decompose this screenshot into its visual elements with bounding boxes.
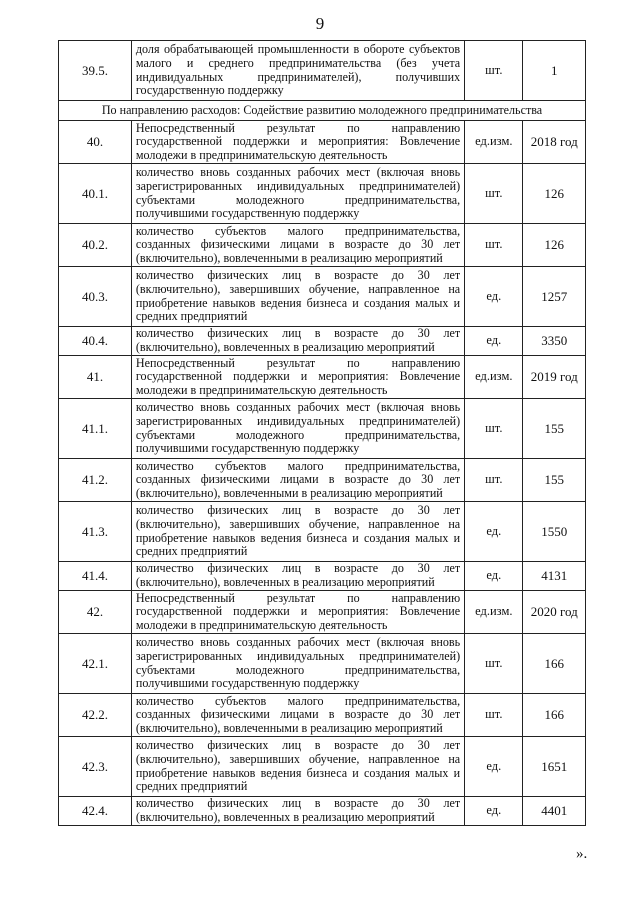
indicator-name: количество вновь созданных рабочих мест (включая вновь зарегистрированных индивидуальных предпринимателей) субъектами молодежного предпринимательства, получившими государственную поддержку <box>131 634 464 694</box>
table-row <box>59 562 586 591</box>
page-number: 9 <box>315 14 325 33</box>
value-cell: 1257 <box>523 267 586 327</box>
table-row <box>59 459 586 502</box>
unit-cell: шт. <box>465 224 523 267</box>
indicator-name: количество физических лиц в возрасте до 30 лет (включительно), вовлеченных в реализацию мероприятий <box>131 797 464 826</box>
value-cell: 4401 <box>523 797 586 826</box>
indicators-table <box>58 40 586 826</box>
row-number: 42.2. <box>59 694 132 737</box>
row-number: 40. <box>59 121 132 164</box>
value-cell: 2019 год <box>523 356 586 399</box>
indicator-name: количество физических лиц в возрасте до 30 лет (включительно), завершивших обучение, направленное на приобретение навыков ведения бизнеса и создания малых и средних предприятий <box>131 267 464 327</box>
row-number: 41.4. <box>59 562 132 591</box>
table-row <box>59 694 586 737</box>
section-heading: По направлению расходов: Содействие развитию молодежного предпринимательства <box>59 101 586 121</box>
row-number: 42.3. <box>59 737 132 797</box>
indicator-name: количество субъектов малого предпринимательства, созданных физическими лицами в возрасте до 30 лет (включительно), вовлеченными в реализацию мероприятий <box>131 224 464 267</box>
indicator-name: количество физических лиц в возрасте до 30 лет (включительно), вовлеченных в реализацию мероприятий <box>131 562 464 591</box>
value-cell: 166 <box>523 694 586 737</box>
unit-cell: шт. <box>465 164 523 224</box>
unit-cell: ед. <box>465 502 523 562</box>
value-cell: 155 <box>523 399 586 459</box>
row-number: 42.1. <box>59 634 132 694</box>
table-row <box>59 267 586 327</box>
row-number: 40.1. <box>59 164 132 224</box>
row-number: 42. <box>59 591 132 634</box>
unit-cell: шт. <box>465 41 523 101</box>
indicator-name: количество субъектов малого предпринимательства, созданных физическими лицами в возрасте до 30 лет (включительно), вовлеченными в реализацию мероприятий <box>131 694 464 737</box>
closing-quote-mark: ». <box>576 846 588 862</box>
value-cell: 4131 <box>523 562 586 591</box>
table-row <box>59 737 586 797</box>
unit-cell: шт. <box>465 399 523 459</box>
table-row <box>59 502 586 562</box>
indicator-name: количество физических лиц в возрасте до 30 лет (включительно), завершивших обучение, направленное на приобретение навыков ведения бизнеса и создания малых и средних предприятий <box>131 737 464 797</box>
table-row <box>59 356 586 399</box>
value-cell: 1651 <box>523 737 586 797</box>
table-row <box>59 634 586 694</box>
unit-cell: ед. <box>465 327 523 356</box>
table-row <box>59 797 586 826</box>
table-row <box>59 164 586 224</box>
row-number: 40.3. <box>59 267 132 327</box>
indicator-name: количество вновь созданных рабочих мест (включая вновь зарегистрированных индивидуальных предпринимателей) субъектами молодежного предпринимательства, получившими государственную поддержку <box>131 164 464 224</box>
row-number: 41. <box>59 356 132 399</box>
indicators-table-body <box>59 41 586 826</box>
indicator-name: доля обрабатывающей промышленности в обороте субъектов малого и среднего предпринимательства (без учета индивидуальных предпринимателей), получивших государственную поддержку <box>131 41 464 101</box>
unit-cell: ед. <box>465 267 523 327</box>
indicator-name: Непосредственный результат по направлению государственной поддержки и мероприятия: Вовлечение молодежи в предпринимательскую деятельность <box>131 591 464 634</box>
row-number: 42.4. <box>59 797 132 826</box>
table-row <box>59 591 586 634</box>
unit-cell: ед.изм. <box>465 591 523 634</box>
row-number: 41.3. <box>59 502 132 562</box>
indicator-name: количество вновь созданных рабочих мест (включая вновь зарегистрированных индивидуальных предпринимателей) субъектами молодежного предпринимательства, получившими государственную поддержку <box>131 399 464 459</box>
value-cell: 126 <box>523 224 586 267</box>
unit-cell: шт. <box>465 694 523 737</box>
unit-cell: ед. <box>465 797 523 826</box>
indicator-name: количество физических лиц в возрасте до 30 лет (включительно), завершивших обучение, направленное на приобретение навыков ведения бизнеса и создания малых и средних предприятий <box>131 502 464 562</box>
row-number: 39.5. <box>59 41 132 101</box>
row-number: 40.2. <box>59 224 132 267</box>
indicator-name: количество физических лиц в возрасте до 30 лет (включительно), вовлеченных в реализацию мероприятий <box>131 327 464 356</box>
value-cell: 2020 год <box>523 591 586 634</box>
value-cell: 155 <box>523 459 586 502</box>
row-number: 41.1. <box>59 399 132 459</box>
unit-cell: ед. <box>465 737 523 797</box>
section-row <box>59 101 586 121</box>
value-cell: 166 <box>523 634 586 694</box>
value-cell: 1 <box>523 41 586 101</box>
value-cell: 3350 <box>523 327 586 356</box>
unit-cell: шт. <box>465 459 523 502</box>
unit-cell: ед.изм. <box>465 121 523 164</box>
indicator-name: Непосредственный результат по направлению государственной поддержки и мероприятия: Вовлечение молодежи в предпринимательскую деятельность <box>131 356 464 399</box>
value-cell: 1550 <box>523 502 586 562</box>
table-row <box>59 121 586 164</box>
unit-cell: ед.изм. <box>465 356 523 399</box>
indicator-name: количество субъектов малого предпринимательства, созданных физическими лицами в возрасте до 30 лет (включительно), вовлеченными в реализацию мероприятий <box>131 459 464 502</box>
row-number: 40.4. <box>59 327 132 356</box>
unit-cell: шт. <box>465 634 523 694</box>
table-row <box>59 224 586 267</box>
indicator-name: Непосредственный результат по направлению государственной поддержки и мероприятия: Вовлечение молодежи в предпринимательскую деятельность <box>131 121 464 164</box>
unit-cell: ед. <box>465 562 523 591</box>
row-number: 41.2. <box>59 459 132 502</box>
table-row <box>59 399 586 459</box>
table-row <box>59 41 586 101</box>
table-row <box>59 327 586 356</box>
value-cell: 2018 год <box>523 121 586 164</box>
value-cell: 126 <box>523 164 586 224</box>
